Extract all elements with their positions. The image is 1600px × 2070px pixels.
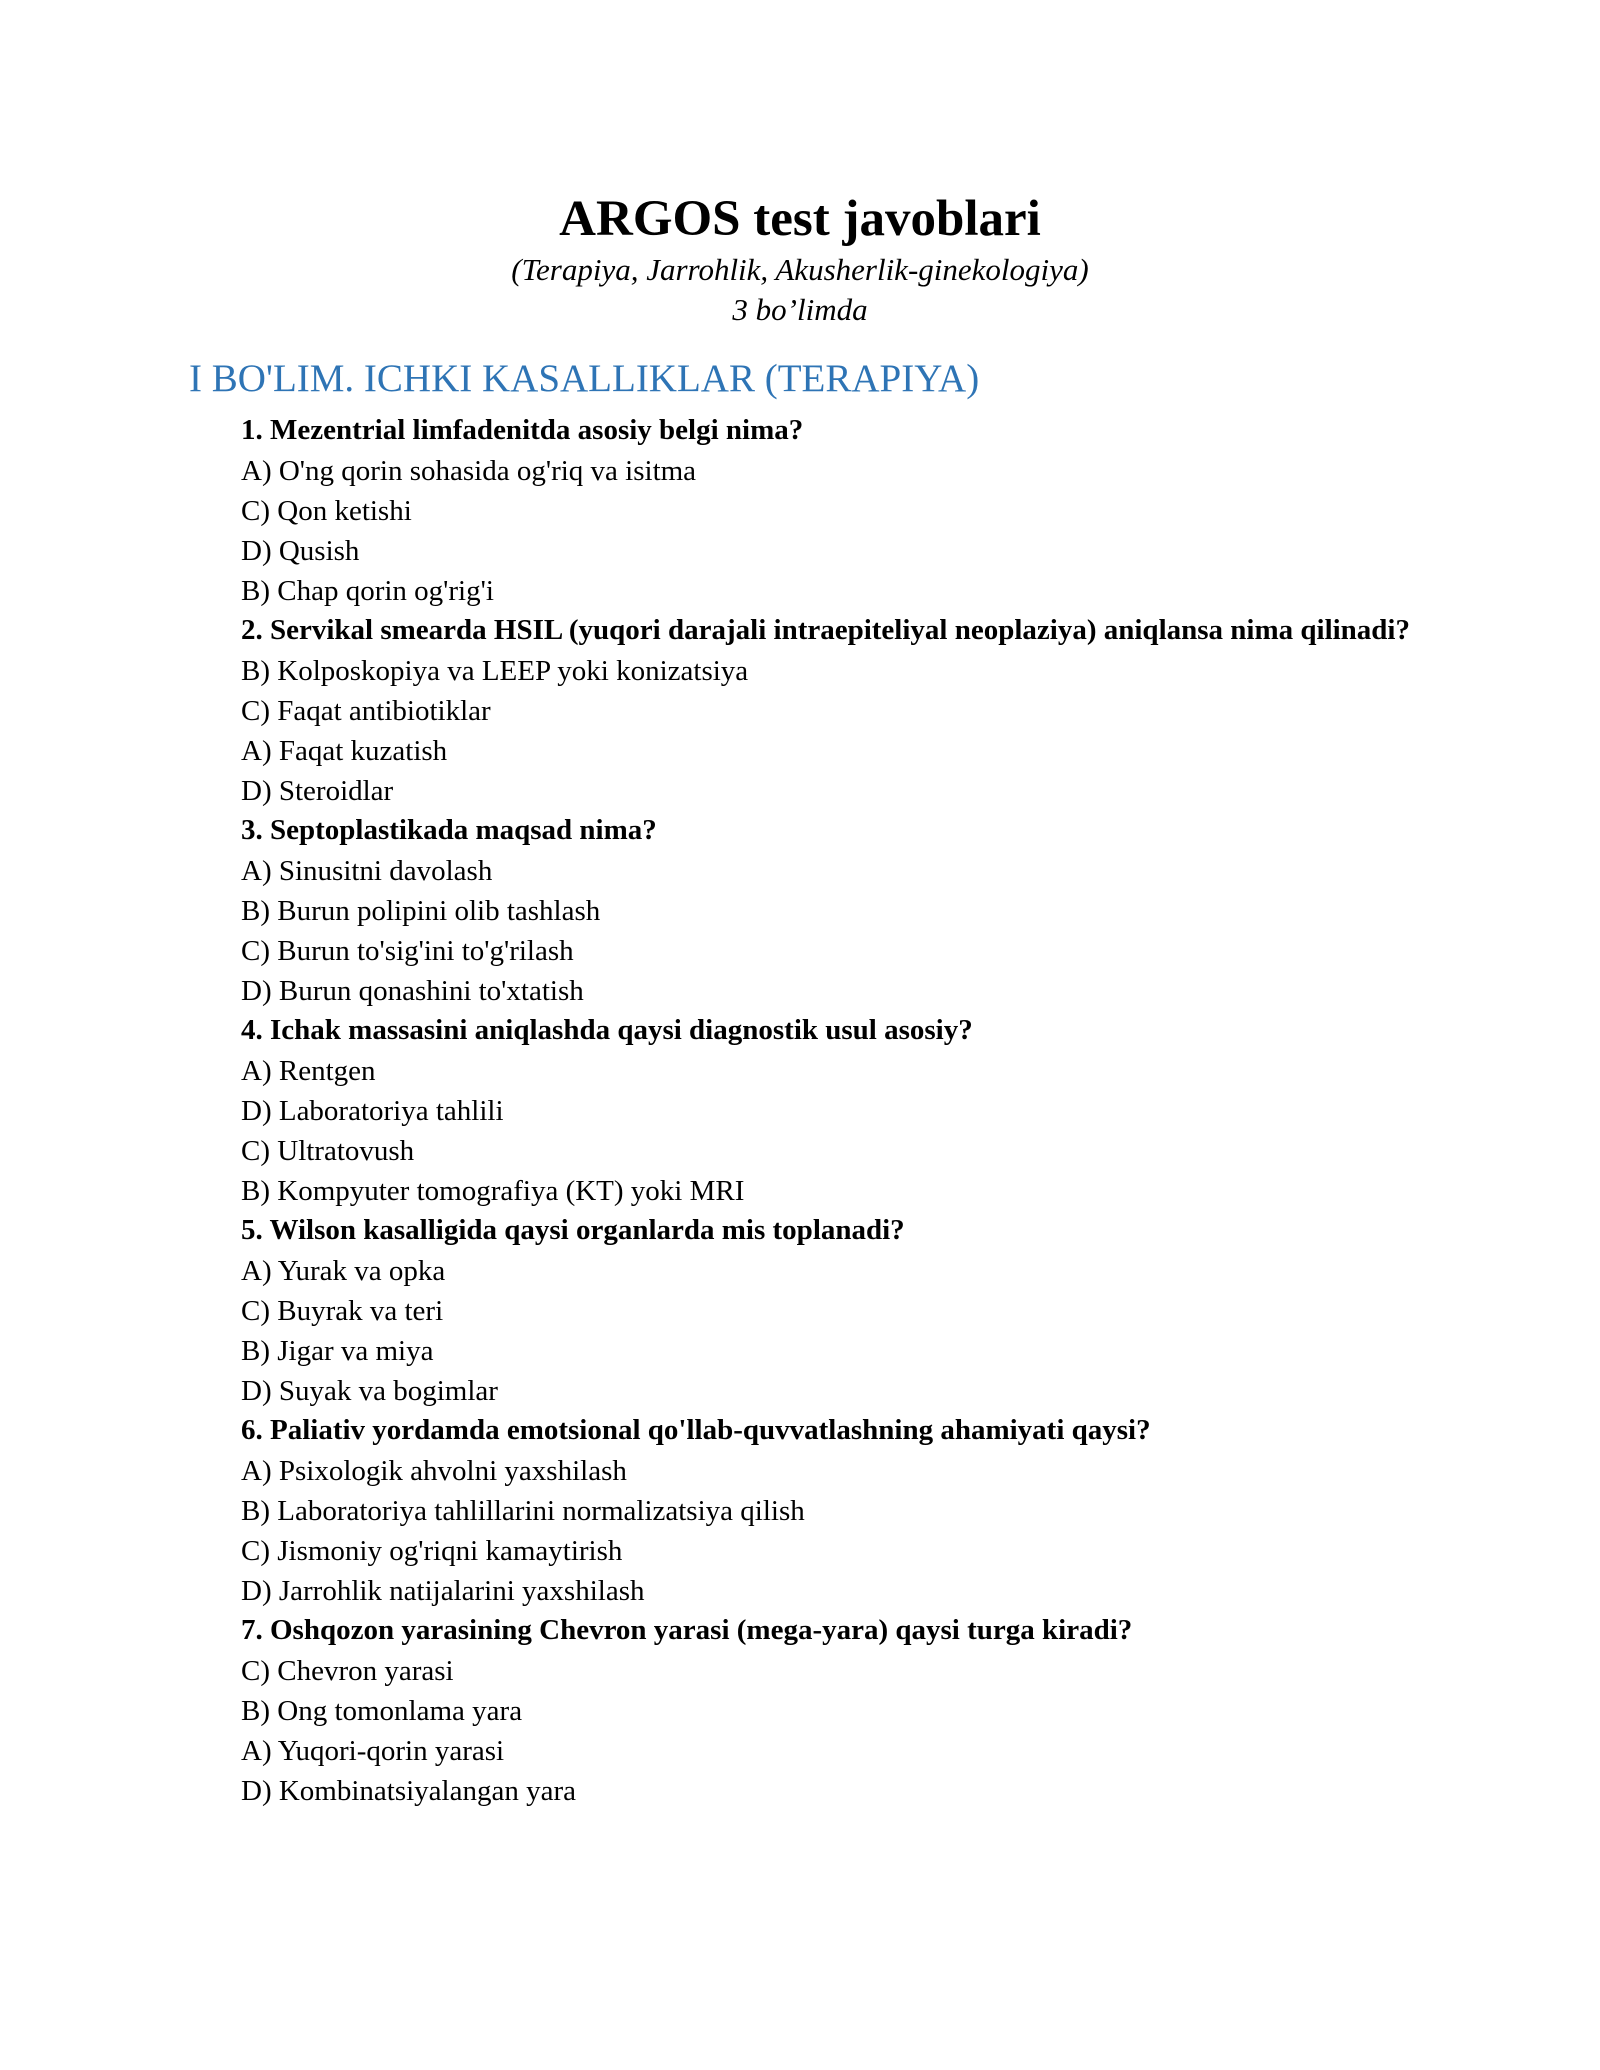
answer-option: B) Laboratoriya tahlillarini normalizatsiya qilish <box>241 1495 805 1527</box>
answer-option: A) Rentgen <box>241 1055 376 1087</box>
answer-option: D) Burun qonashini to'xtatish <box>241 975 584 1007</box>
question-block <box>241 1211 1421 1411</box>
question-text: 4. Ichak massasini aniqlashda qaysi diagnostik usul asosiy? <box>241 1014 973 1046</box>
question-block <box>241 1011 1421 1211</box>
document-subtitle: (Terapiya, Jarrohlik, Akusherlik-ginekologiya) <box>511 252 1089 287</box>
question-text: 6. Paliativ yordamda emotsional qo'llab-quvvatlashning ahamiyati qaysi? <box>241 1414 1151 1446</box>
question-block <box>241 611 1421 811</box>
answer-option: C) Jismoniy og'riqni kamaytirish <box>241 1535 623 1567</box>
answer-option: B) Burun polipini olib tashlash <box>241 895 601 927</box>
section-heading: I BO'LIM. ICHKI KASALLIKLAR (TERAPIYA) <box>189 357 980 400</box>
answer-option: B) Chap qorin og'rig'i <box>241 575 494 607</box>
answer-option: D) Laboratoriya tahlili <box>241 1095 504 1127</box>
answer-option: A) O'ng qorin sohasida og'riq va isitma <box>241 455 697 487</box>
answer-option: B) Kompyuter tomografiya (KT) yoki MRI <box>241 1175 745 1207</box>
answer-option: D) Steroidlar <box>241 775 394 807</box>
answer-option: C) Buyrak va teri <box>241 1295 444 1327</box>
answer-option: B) Kolposkopiya va LEEP yoki konizatsiya <box>241 655 749 687</box>
question-block <box>241 1411 1421 1611</box>
answer-option: C) Qon ketishi <box>241 495 412 527</box>
question-list <box>241 411 1421 1811</box>
answer-option: A) Yuqori-qorin yarasi <box>241 1735 505 1767</box>
document-title: ARGOS test javoblari <box>559 191 1041 247</box>
answer-option: C) Ultratovush <box>241 1135 415 1167</box>
answer-option: D) Jarrohlik natijalarini yaxshilash <box>241 1575 645 1607</box>
answer-option: C) Chevron yarasi <box>241 1655 454 1687</box>
answer-option: A) Faqat kuzatish <box>241 735 448 767</box>
answer-option: A) Sinusitni davolash <box>241 855 493 887</box>
answer-option: D) Qusish <box>241 535 360 567</box>
question-block <box>241 411 1421 611</box>
question-block <box>241 1611 1421 1811</box>
answer-option: A) Yurak va opka <box>241 1255 446 1287</box>
question-text: 1. Mezentrial limfadenitda asosiy belgi nima? <box>241 414 804 446</box>
question-block <box>241 811 1421 1011</box>
question-text: 7. Oshqozon yarasining Chevron yarasi (mega-yara) qaysi turga kiradi? <box>241 1614 1133 1646</box>
answer-option: D) Suyak va bogimlar <box>241 1375 498 1407</box>
document-header <box>0 188 1600 330</box>
document-parts-note: 3 bo’limda <box>732 292 868 327</box>
answer-option: C) Burun to'sig'ini to'g'rilash <box>241 935 574 967</box>
question-text: 3. Septoplastikada maqsad nima? <box>241 814 657 846</box>
answer-option: C) Faqat antibiotiklar <box>241 695 491 727</box>
answer-option: B) Ong tomonlama yara <box>241 1695 523 1727</box>
question-text: 2. Servikal smearda HSIL (yuqori darajali intraepiteliyal neoplaziya) aniqlansa nima qilinadi? <box>241 614 1410 646</box>
question-text: 5. Wilson kasalligida qaysi organlarda mis toplanadi? <box>241 1214 905 1246</box>
answer-option: B) Jigar va miya <box>241 1335 434 1367</box>
answer-option: D) Kombinatsiyalangan yara <box>241 1775 577 1807</box>
answer-option: A) Psixologik ahvolni yaxshilash <box>241 1455 627 1487</box>
